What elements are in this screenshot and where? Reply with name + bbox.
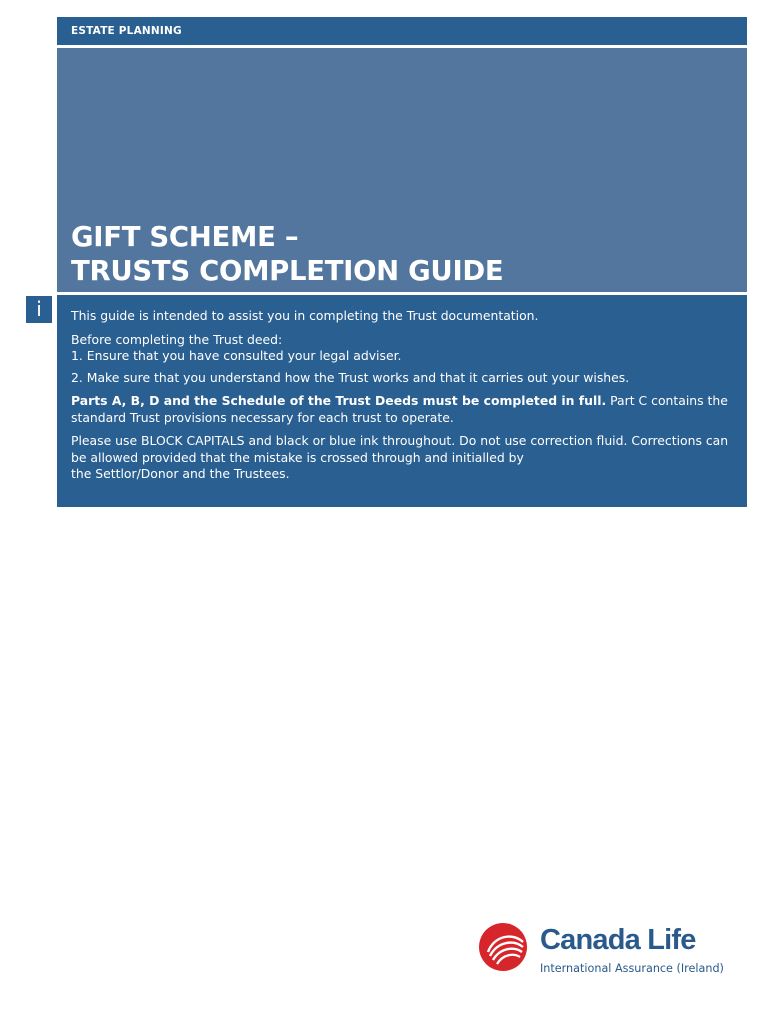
parts-bold: Parts A, B, D and the Schedule of the Trust Deeds must be completed in full.: [71, 393, 607, 408]
section-header-bar: [57, 17, 747, 45]
block-capitals-end: the Settlor/Donor and the Trustees.: [71, 466, 290, 481]
info-icon: i: [26, 296, 52, 323]
info-panel: [57, 295, 747, 507]
parts-rest: Part C contains the standard Trust provisions necessary for each trust to operate.: [71, 393, 728, 425]
block-capitals-text: [71, 433, 737, 483]
brand-subtitle: International Assurance (Ireland): [540, 962, 724, 975]
intro-text: This guide is intended to assist you in completing the Trust documentation.: [71, 308, 539, 323]
canada-life-wave-logo-icon: [478, 922, 528, 972]
hero-banner: [57, 48, 747, 292]
before-text: [71, 332, 737, 365]
title-line-1: GIFT SCHEME –: [71, 221, 299, 253]
parts-text: [71, 393, 737, 426]
step-2: 2. Make sure that you understand how the Trust works and that it carries out your wishes.: [71, 369, 630, 385]
step-1: 1. Ensure that you have consulted your legal adviser.: [71, 348, 402, 363]
before-heading: Before completing the Trust deed:: [71, 331, 283, 347]
brand-name: Canada Life: [540, 924, 696, 956]
title-line-2: TRUSTS COMPLETION GUIDE: [71, 255, 504, 287]
block-capitals-body: Please use BLOCK CAPITALS and black or blue ink throughout. Do not use correction fluid. Corrections can be allowed provided that the mistake is crossed through and initialled by: [71, 433, 729, 465]
category-label: ESTATE PLANNING: [71, 25, 182, 37]
brand-logo: [478, 922, 738, 978]
page-title: [71, 220, 503, 288]
